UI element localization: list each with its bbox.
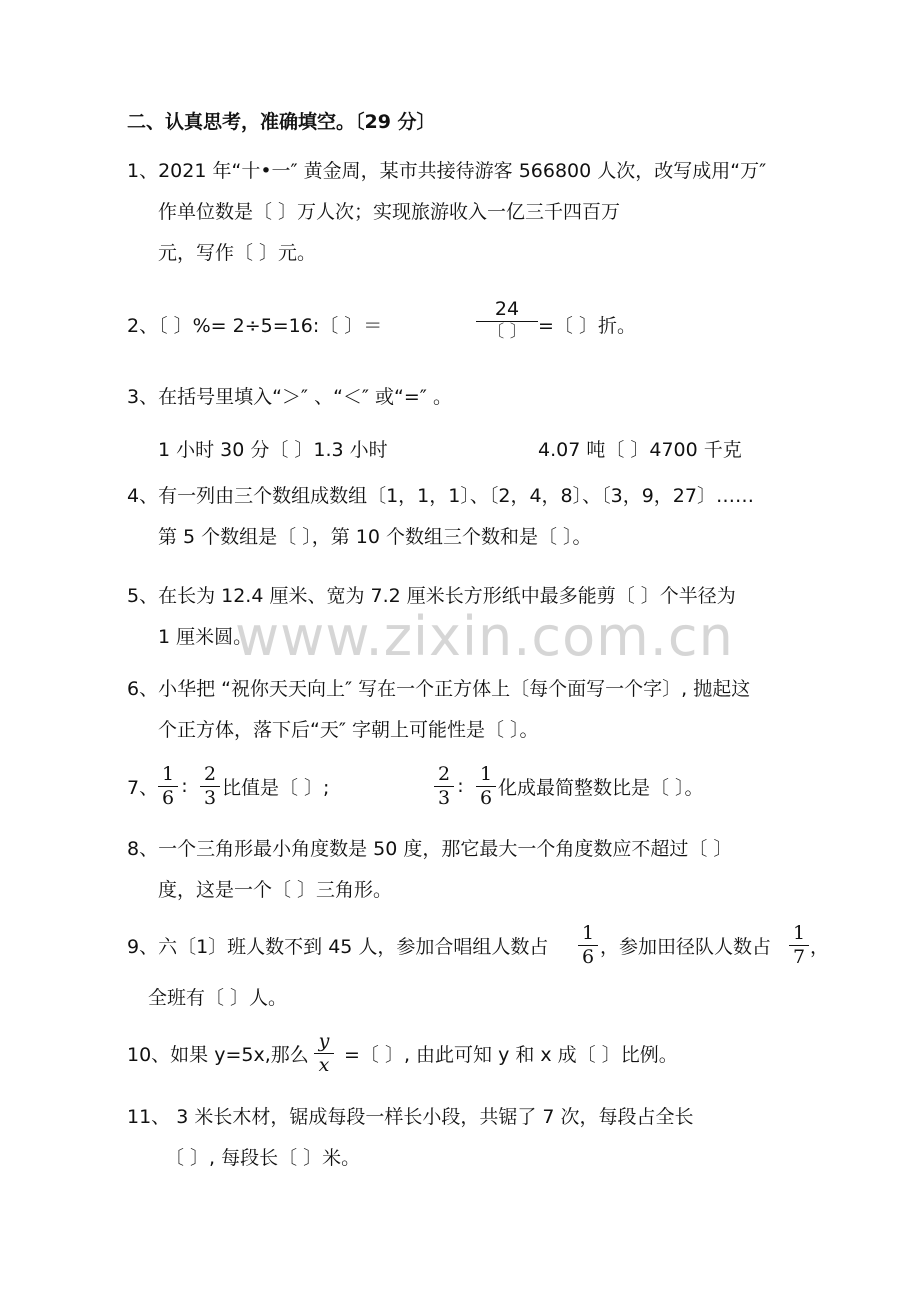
q9-f1-num: 1 — [581, 922, 595, 944]
q9-f2-num: 1 — [792, 922, 806, 944]
q9-line2: 全班有〔 〕人。 — [148, 987, 288, 1009]
q7-mid: 比值是〔 〕; — [222, 777, 330, 799]
q2-right: =〔 〕折。 — [538, 315, 636, 337]
q1-line2: 作单位数是〔 〕万人次；实现旅游收入一亿三千四百万 — [158, 201, 621, 223]
q10-f-den: x — [318, 1054, 330, 1076]
q7-colon2: ∶ — [458, 777, 463, 799]
q6-line2: 个正方体，落下后“天″ 字朝上可能性是〔 〕。 — [158, 719, 539, 741]
q7-frac3 — [434, 765, 454, 808]
q7-frac1 — [158, 765, 178, 808]
q7-f1-num: 1 — [161, 763, 175, 785]
q7-f1-den: 6 — [161, 787, 175, 809]
q10-part1: 10、如果 y=5x,那么 — [127, 1044, 309, 1066]
q2-frac-den: 〔 〕 — [487, 322, 527, 342]
q6-line1: 6、小华把 “祝你天天向上″ 写在一个正方体上〔每个面写一个字〕, 抛起这 — [127, 678, 751, 700]
q9-part1: 9、六〔1〕班人数不到 45 人，参加合唱组人数占 — [127, 936, 549, 958]
q10-f-num: y — [318, 1030, 330, 1052]
q3-line1: 3、在括号里填入“＞″ 、“＜″ 或“=″ 。 — [127, 386, 452, 408]
q9-frac1 — [578, 924, 598, 967]
q9-f2-den: 7 — [792, 946, 806, 968]
q11-line1: 11、 3 米长木材，锯成每段一样长小段，共锯了 7 次，每段占全长 — [127, 1106, 694, 1128]
q9-comma: ， — [810, 936, 830, 958]
q8-line1: 8、一个三角形最小角度数是 50 度，那它最大一个角度数应不超过〔 〕 — [127, 838, 733, 860]
q9-part2: ，参加田径队人数占 — [600, 936, 772, 958]
q4-line1: 4、有一列由三个数组成数组〔1，1，1〕、〔2，4，8〕、〔3，9，27〕…… — [127, 485, 754, 507]
q11-line2: 〔 〕, 每段长〔 〕米。 — [165, 1147, 361, 1169]
q9-frac2 — [789, 924, 809, 967]
q5-line1: 5、在长为 12.4 厘米、宽为 7.2 厘米长方形纸中最多能剪〔 〕个半径为 — [127, 585, 736, 607]
q2-fraction — [476, 300, 538, 341]
q2-frac-num: 24 — [494, 298, 520, 320]
q7-prefix: 7、 — [127, 777, 159, 799]
q1-line1: 1、2021 年“十•一″ 黄金周，某市共接待游客 566800 人次，改写成用“万″ — [127, 160, 767, 182]
q3-item2: 4.07 吨〔 〕4700 千克 — [538, 439, 742, 461]
q7-end: 化成最简整数比是〔 〕。 — [498, 777, 704, 799]
q9-f1-den: 6 — [581, 946, 595, 968]
q2-left: 2、〔 〕%= 2÷5=16:〔 〕＝ — [127, 315, 383, 337]
q3-item1: 1 小时 30 分〔 〕1.3 小时 — [158, 439, 388, 461]
q7-frac4 — [476, 765, 496, 808]
q7-f3-num: 2 — [437, 763, 451, 785]
q10-part2: =〔 〕, 由此可知 y 和 x 成〔 〕比例。 — [344, 1044, 678, 1066]
q7-frac2 — [200, 765, 220, 808]
q5-line2: 1 厘米圆。 — [158, 626, 253, 648]
section-title: 二、认真思考，准确填空。〔29 分〕 — [127, 111, 436, 133]
q7-f4-den: 6 — [479, 787, 493, 809]
q7-f2-num: 2 — [203, 763, 217, 785]
q10-frac — [314, 1032, 334, 1075]
q7-f2-den: 3 — [203, 787, 217, 809]
q1-line3: 元，写作〔 〕元。 — [158, 242, 317, 264]
q7-f3-den: 3 — [437, 787, 451, 809]
watermark: www.zixin.com.cn — [235, 605, 734, 668]
q7-f4-num: 1 — [479, 763, 493, 785]
q8-line2: 度，这是一个〔 〕三角形。 — [158, 879, 393, 901]
q4-line2: 第 5 个数组是〔 〕，第 10 个数组三个数和是〔 〕。 — [158, 526, 592, 548]
q7-colon1: ∶ — [182, 777, 187, 799]
